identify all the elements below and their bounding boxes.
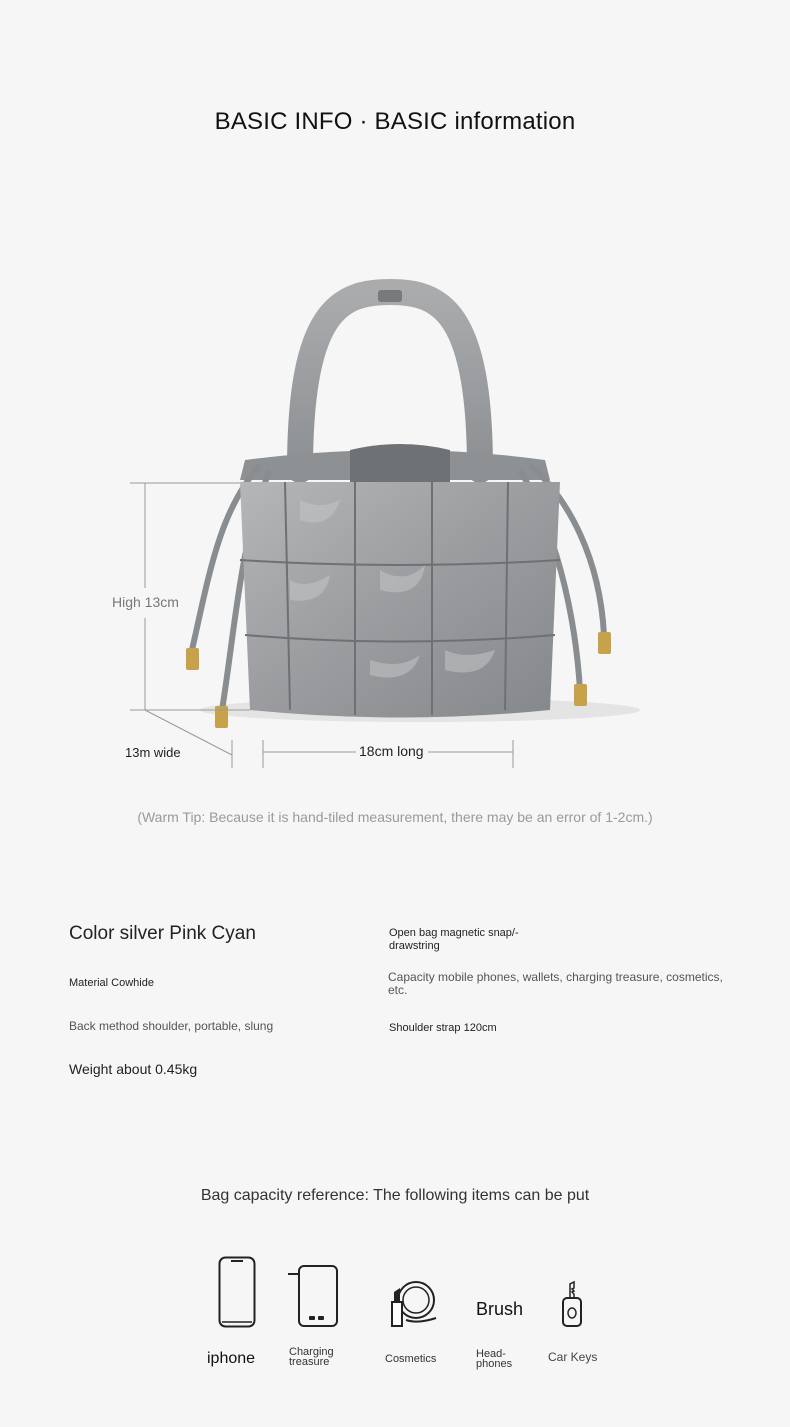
- spec-material: Material Cowhide: [69, 977, 154, 989]
- bag-illustration: [0, 270, 790, 790]
- power-bank-icon: [287, 1264, 339, 1328]
- bag-image: [0, 270, 790, 790]
- item-label-iphone: iphone: [207, 1350, 256, 1367]
- item-label-charging-treasure: Charging treasure: [289, 1346, 334, 1368]
- capacity-title: Bag capacity reference: The following items can be put: [200, 1187, 590, 1204]
- width-label: 13m wide: [125, 745, 181, 760]
- car-key-icon: [561, 1280, 583, 1328]
- cosmetics-icon: [388, 1278, 440, 1328]
- page-title: BASIC INFO · BASIC information: [214, 108, 576, 135]
- item-label-car-keys: Car Keys: [548, 1350, 598, 1364]
- item-label-headphones: Head-phones: [476, 1348, 513, 1370]
- spec-strap: Shoulder strap 120cm: [389, 1022, 497, 1034]
- warm-tip: (Warm Tip: Because it is hand-tiled measurement, there may be an error of 1-2cm.): [137, 809, 653, 825]
- phone-icon: [218, 1256, 256, 1328]
- spec-weight: Weight about 0.45kg: [69, 1061, 198, 1077]
- spec-open: Open bag magnetic snap/- drawstring: [389, 927, 519, 952]
- height-label: High 13cm: [112, 594, 179, 610]
- spec-back-method: Back method shoulder, portable, slung: [69, 1019, 274, 1033]
- length-label: 18cm long: [359, 743, 424, 759]
- spec-color: Color silver Pink Cyan: [69, 923, 256, 944]
- spec-capacity: Capacity mobile phones, wallets, charging treasure, cosmetics, etc.: [388, 970, 723, 997]
- headphones-icon: Brush: [476, 1299, 524, 1319]
- item-label-cosmetics: Cosmetics: [385, 1353, 437, 1365]
